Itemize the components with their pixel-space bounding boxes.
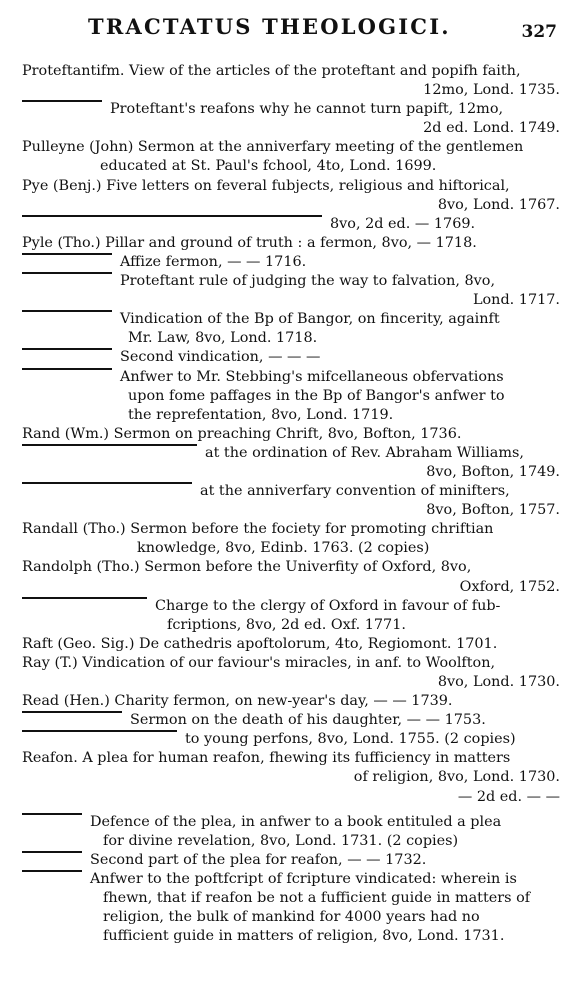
entry-line: fufficient guide in matters of religion, 8vo, Lond. 1731. bbox=[103, 928, 505, 945]
ditto-rule bbox=[22, 813, 82, 815]
entry-line: to young perfons, 8vo, Lond. 1755. (2 copies) bbox=[22, 730, 560, 749]
ditto-rule bbox=[22, 851, 82, 853]
ditto-rule bbox=[22, 272, 112, 274]
catalogue-entry bbox=[22, 425, 560, 520]
entry-line: Second vindication, — — — bbox=[22, 348, 560, 367]
entry-line: Rand (Wm.) Sermon on preaching Chrift, 8vo, Bofton, 1736. bbox=[22, 425, 462, 442]
page-number: 327 bbox=[521, 22, 557, 42]
entry-line: religion, the bulk of mankind for 4000 years had no bbox=[103, 909, 480, 926]
entry-line: of religion, 8vo, Lond. 1730. bbox=[353, 769, 560, 786]
ditto-rule bbox=[22, 253, 112, 255]
ditto-rule bbox=[22, 597, 147, 599]
entry-line: for divine revelation, 8vo, Lond. 1731. (2 copies) bbox=[103, 832, 459, 849]
catalogue-entry bbox=[22, 558, 560, 634]
catalogue-entry bbox=[22, 520, 560, 558]
catalogue-entry bbox=[22, 234, 560, 425]
ditto-rule bbox=[22, 711, 122, 713]
entry-line: Pyle (Tho.) Pillar and ground of truth : a fermon, 8vo, — 1718. bbox=[22, 234, 477, 251]
entry-line: Affize fermon, — — 1716. bbox=[22, 253, 560, 272]
entry-line: Mr. Law, 8vo, Lond. 1718. bbox=[128, 330, 318, 347]
entry-line: at the anniverfary convention of minifters, bbox=[22, 482, 560, 501]
entry-line: Oxford, 1752. bbox=[459, 578, 560, 595]
entry-line: 2d ed. Lond. 1749. bbox=[423, 120, 560, 137]
entry-line: 8vo, Bofton, 1757. bbox=[426, 502, 560, 519]
ditto-rule bbox=[22, 444, 197, 446]
catalogue-entry bbox=[22, 749, 560, 946]
catalogue-entry bbox=[22, 635, 560, 654]
entry-line: Raft (Geo. Sig.) De cathedris apoftolorum, 4to, Regiomont. 1701. bbox=[22, 635, 498, 652]
entry-line: educated at St. Paul's fchool, 4to, Lond. 1699. bbox=[100, 158, 437, 175]
catalogue-entry bbox=[22, 654, 560, 692]
entry-line: Proteftantifm. View of the articles of the proteftant and popifh faith, bbox=[22, 63, 521, 79]
entry-line: Anfwer to Mr. Stebbing's mifcellaneous obfervations bbox=[22, 368, 560, 387]
entry-line: the reprefentation, 8vo, Lond. 1719. bbox=[128, 406, 394, 423]
entry-line: 8vo, 2d ed. — 1769. bbox=[22, 215, 560, 234]
ditto-rule bbox=[22, 310, 112, 312]
entry-line: Proteftant's reafons why he cannot turn papift, 12mo, bbox=[22, 100, 560, 119]
running-head: TRACTATUS THEOLOGICI. bbox=[88, 14, 451, 39]
entry-line: at the ordination of Rev. Abraham Williams, bbox=[22, 444, 560, 463]
ditto-rule bbox=[22, 870, 82, 872]
catalogue-entries bbox=[22, 62, 560, 946]
entry-line: — 2d ed. — — bbox=[457, 788, 560, 805]
entry-line: Proteftant rule of judging the way to falvation, 8vo, bbox=[22, 272, 560, 291]
entry-line: fhewn, that if reafon be not a fufficient guide in matters of bbox=[103, 890, 531, 907]
entry-line: Lond. 1717. bbox=[472, 292, 560, 309]
entry-line: Sermon on the death of his daughter, — — 1753. bbox=[22, 711, 560, 730]
entry-line: Defence of the plea, in anfwer to a book entituled a plea bbox=[22, 813, 560, 832]
entry-line: Charge to the clergy of Oxford in favour of fub- bbox=[22, 597, 560, 616]
entry-line: 8vo, Lond. 1767. bbox=[437, 196, 560, 213]
ditto-rule bbox=[22, 730, 177, 732]
entry-line: Reafon. A plea for human reafon, fhewing its fufficiency in matters bbox=[22, 750, 511, 767]
entry-line: Pye (Benj.) Five letters on feveral fubjects, religious and hiftorical, bbox=[22, 177, 510, 194]
entry-line: 12mo, Lond. 1735. bbox=[423, 82, 560, 99]
entry-line: 8vo, Bofton, 1749. bbox=[426, 463, 560, 480]
ditto-rule bbox=[22, 100, 102, 102]
ditto-rule bbox=[22, 482, 192, 484]
entry-line: Read (Hen.) Charity fermon, on new-year's day, — — 1739. bbox=[22, 693, 453, 710]
ditto-rule bbox=[22, 348, 112, 350]
catalogue-entry bbox=[22, 177, 560, 234]
entry-line: Vindication of the Bp of Bangor, on fincerity, againft bbox=[22, 310, 560, 329]
entry-line: knowledge, 8vo, Edinb. 1763. (2 copies) bbox=[137, 540, 430, 557]
entry-line: Second part of the plea for reafon, — — 1732. bbox=[22, 851, 560, 870]
entry-line: 8vo, Lond. 1730. bbox=[437, 674, 560, 690]
catalogue-entry bbox=[22, 138, 560, 176]
ditto-rule bbox=[22, 368, 112, 370]
catalogue-entry bbox=[22, 62, 560, 138]
catalogue-entry bbox=[22, 692, 560, 749]
entry-line: Randall (Tho.) Sermon before the fociety for promoting chriftian bbox=[22, 521, 494, 538]
entry-line: Randolph (Tho.) Sermon before the Univerfity of Oxford, 8vo, bbox=[22, 559, 472, 576]
ditto-rule bbox=[22, 215, 322, 217]
entry-line: Pulleyne (John) Sermon at the anniverfary meeting of the gentlemen bbox=[22, 139, 524, 156]
entry-line: Anfwer to the poftfcript of fcripture vindicated: wherein is bbox=[22, 870, 560, 889]
entry-line: upon fome paffages in the Bp of Bangor's anfwer to bbox=[128, 387, 505, 404]
entry-line: fcriptions, 8vo, 2d ed. Oxf. 1771. bbox=[167, 616, 406, 633]
entry-line: Ray (T.) Vindication of our faviour's miracles, in anf. to Woolfton, bbox=[22, 654, 496, 671]
